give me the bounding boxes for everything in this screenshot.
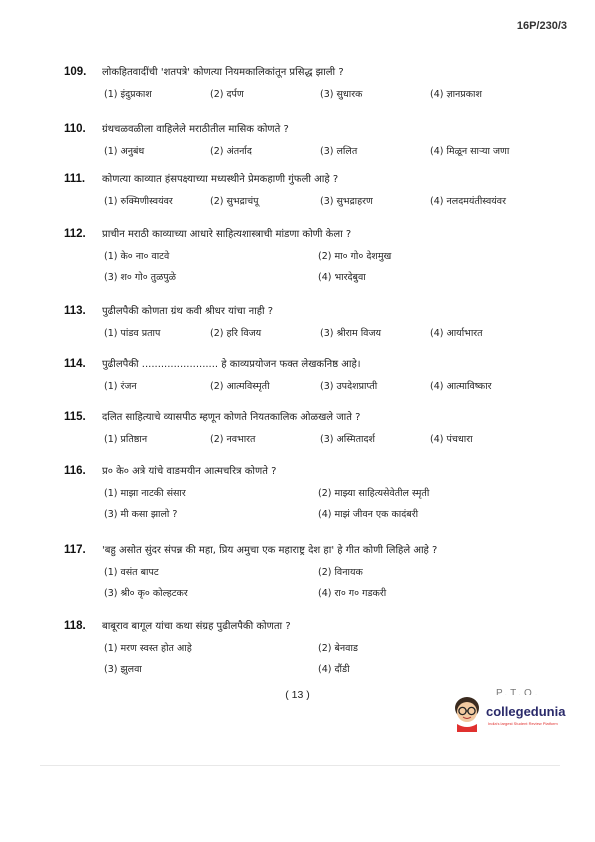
collegedunia-logo (450, 694, 580, 736)
option-3: (3) श्रीराम विजय (320, 328, 382, 339)
option-2: (2) अंतर्नाद (210, 146, 252, 157)
question-text: दलित साहित्याचे व्यासपीठ म्हणून कोणते नियतकालिक ओळखले जाते ? (102, 412, 361, 423)
question-text: ग्रंथचळवळीला वाहिलेले मराठीतील मासिक कोणते ? (102, 124, 289, 135)
option-3: (3) सुधारक (320, 89, 363, 100)
option-1: (1) वसंत बापट (104, 567, 159, 578)
option-4: (4) आर्याभारत (430, 328, 483, 339)
option-1: (1) पांडव प्रताप (104, 328, 161, 339)
option-2: (2) बेनवाड (318, 643, 358, 654)
question-110 (64, 123, 564, 157)
question-115 (64, 411, 564, 445)
option-3: (3) ललित (320, 146, 358, 157)
option-1: (1) मरण स्वस्त होत आहे (104, 643, 192, 654)
option-2: (2) सुभद्राचंपू (210, 196, 259, 207)
question-number: 110. (64, 123, 86, 135)
option-1: (1) अनुबंध (104, 146, 145, 157)
option-1: (1) रंजन (104, 381, 137, 392)
question-109 (64, 66, 564, 100)
option-4: (4) नलदमयंतीस्वयंवर (430, 196, 506, 207)
option-2: (2) नवभारत (210, 434, 256, 445)
question-number: 113. (64, 305, 86, 317)
question-number: 116. (64, 465, 86, 477)
brand-name: collegedunia (486, 704, 566, 719)
option-1: (1) माझा नाटकी संसार (104, 488, 186, 499)
question-text: प्राचीन मराठी काव्याच्या आधारे साहित्यशास्त्राची मांडणा कोणी केला ? (102, 229, 352, 240)
option-2: (2) दर्पण (210, 89, 244, 100)
question-number: 111. (64, 173, 86, 185)
question-number: 118. (64, 620, 86, 632)
options (104, 486, 564, 520)
option-2: (2) हरि विजय (210, 328, 262, 339)
option-4: (4) पंचधारा (430, 434, 473, 445)
option-3: (3) श्री० कृ० कोल्हटकर (104, 588, 188, 599)
pto-label: P.T.O. (496, 688, 541, 695)
option-3: (3) सुभद्राहरण (320, 196, 373, 207)
mascot-icon (450, 694, 484, 732)
option-3: (3) श० गो० तुळपुळे (104, 272, 176, 283)
question-text: 'बहु असोत सुंदर संपन्न की महा, प्रिय अमुचा एक महाराष्ट्र देश हा' हे गीत कोणी लिहिले आहे ? (102, 545, 438, 556)
question-112 (64, 228, 564, 283)
option-1: (1) इंदुप्रकाश (104, 89, 152, 100)
option-2: (2) आत्मविस्मृती (210, 381, 270, 392)
paper-code: 16P/230/3 (516, 20, 567, 32)
question-116 (64, 465, 564, 520)
options (104, 194, 564, 207)
page-number: ( 13 ) (285, 689, 310, 701)
question-118 (64, 620, 564, 675)
question-text: प्र० के० अत्रे यांचे वाङमयीन आत्मचरित्र कोणते ? (102, 466, 277, 477)
question-number: 114. (64, 358, 86, 370)
option-3: (3) मी कसा झालो ? (104, 509, 178, 520)
options (104, 87, 564, 100)
question-text: लोकहितवादींची 'शतपत्रे' कोणत्या नियमकालिकांतून प्रसिद्ध झाली ? (102, 67, 344, 78)
options (104, 379, 564, 392)
options (104, 565, 564, 599)
scan-line (40, 765, 560, 766)
option-4: (4) मिळून साऱ्या जणा (430, 146, 510, 157)
option-2: (2) माझ्या साहित्यसेवेतील स्मृती (318, 488, 430, 499)
option-3: (3) झुलवा (104, 664, 142, 675)
question-113 (64, 305, 564, 339)
question-114 (64, 358, 564, 392)
question-111 (64, 173, 564, 207)
question-text: पुढीलपैकी ........................ हे काव्यप्रयोजन फक्त लेखकनिष्ठ आहे। (102, 359, 361, 370)
brand-tagline: India's largest Student Review Platform (488, 721, 558, 726)
option-4: (4) माझं जीवन एक कादंबरी (318, 509, 419, 520)
question-text: पुढीलपैकी कोणता ग्रंथ कवी श्रीधर यांचा नाही ? (102, 306, 274, 317)
question-number: 115. (64, 411, 86, 423)
option-1: (1) रुक्मिणीस्वयंवर (104, 196, 173, 207)
question-text: बाबूराव बागूल यांचा कथा संग्रह पुढीलपैकी कोणता ? (102, 621, 291, 632)
options (104, 249, 564, 283)
option-4: (4) ज्ञानप्रकाश (430, 89, 482, 100)
options (104, 641, 564, 675)
options (104, 326, 564, 339)
option-4: (4) भारदेबुवा (318, 272, 366, 283)
option-2: (2) मा० गो० देशमुख (318, 251, 392, 262)
option-2: (2) विनायक (318, 567, 363, 578)
options (104, 144, 564, 157)
question-number: 109. (64, 66, 87, 78)
option-4: (4) आत्माविष्कार (430, 381, 492, 392)
question-number: 117. (64, 544, 86, 556)
option-4: (4) दौंडी (318, 664, 350, 675)
question-number: 112. (64, 228, 86, 240)
question-text: कोणत्या काव्यात हंसपक्ष्याच्या मध्यस्थीने प्रेमकहाणी गुंफली आहे ? (102, 174, 339, 185)
option-1: (1) प्रतिष्ठान (104, 434, 148, 445)
options (104, 432, 564, 445)
option-1: (1) के० ना० वाटवे (104, 251, 170, 262)
question-117 (64, 544, 564, 599)
option-4: (4) रा० ग० गडकरी (318, 588, 387, 599)
option-3: (3) अस्मितादर्श (320, 434, 375, 445)
option-3: (3) उपदेशप्राप्ती (320, 381, 378, 392)
